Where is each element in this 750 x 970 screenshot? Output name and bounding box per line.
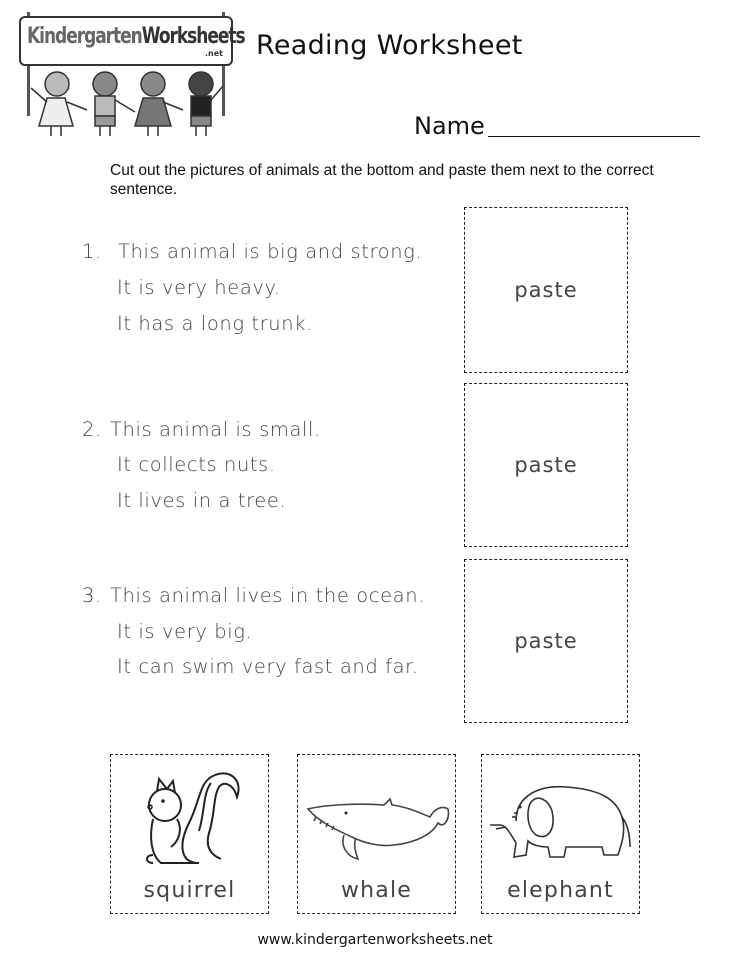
whale-icon <box>304 795 454 867</box>
logo-sign <box>19 16 245 66</box>
paste-label: paste <box>514 629 578 653</box>
page-title: Reading Worksheet <box>256 30 523 61</box>
paste-label: paste <box>514 453 578 477</box>
question-number: 1. <box>82 240 102 263</box>
logo-text: KindergartenWorksheets <box>27 24 245 49</box>
cutout-label: whale <box>340 878 413 903</box>
question-line: This animal lives in the ocean. <box>110 584 425 607</box>
cutout-card-elephant[interactable] <box>481 754 640 914</box>
cutout-label: squirrel <box>143 878 236 903</box>
question-line: It is very big. <box>117 620 253 643</box>
question-number: 2. <box>82 418 102 441</box>
cutout-card-squirrel[interactable] <box>110 754 269 914</box>
question-line: It lives in a tree. <box>117 489 287 512</box>
site-logo <box>17 8 245 136</box>
question-line: This animal is small. <box>110 418 321 441</box>
question-line: This animal is big and strong. <box>118 240 423 263</box>
question-line: It is very heavy. <box>117 276 281 299</box>
name-label: Name <box>414 112 485 140</box>
elephant-icon <box>486 781 638 871</box>
cutout-label: elephant <box>507 878 614 903</box>
paste-box-1[interactable] <box>464 207 628 373</box>
children-holding-hands-icon <box>27 68 227 138</box>
paste-box-3[interactable] <box>464 559 628 723</box>
squirrel-icon <box>139 763 244 873</box>
question-number: 3. <box>82 584 102 607</box>
cutout-card-whale[interactable] <box>297 754 456 914</box>
question-line: It collects nuts. <box>117 453 276 476</box>
paste-box-2[interactable] <box>464 383 628 547</box>
logo-suffix: .net <box>205 49 223 58</box>
question-line: It has a long trunk. <box>117 312 313 335</box>
question-line: It can swim very fast and far. <box>117 655 419 678</box>
name-field-line[interactable] <box>488 136 700 137</box>
instructions: Cut out the pictures of animals at the bottom and paste them next to the correct sentence. <box>110 162 654 198</box>
footer-website: www.kindergartenworksheets.net <box>257 932 493 948</box>
paste-label: paste <box>514 278 578 302</box>
